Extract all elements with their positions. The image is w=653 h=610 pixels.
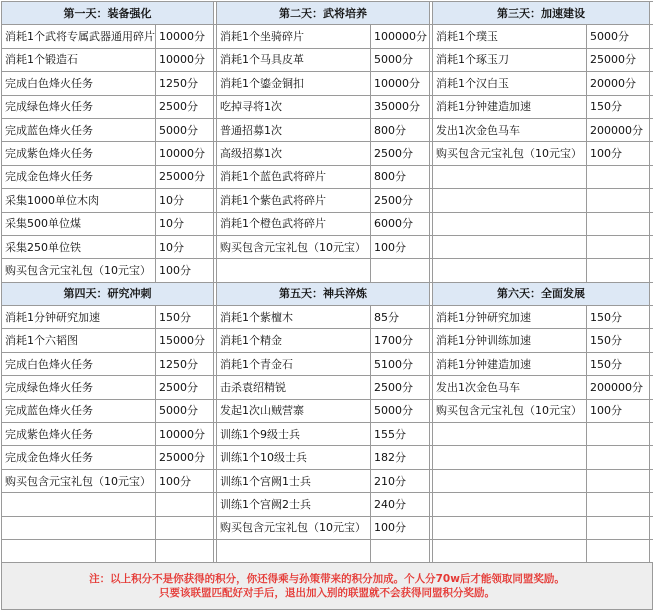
task-cell: 消耗1个紫檀木 (217, 306, 371, 329)
column-gap (650, 95, 653, 118)
points-cell: 10000分 (156, 142, 214, 165)
task-cell: 发出1次金色马车 (433, 118, 587, 141)
day-header-row (2, 282, 653, 305)
points-cell: 5000分 (371, 48, 430, 71)
points-cell: 5000分 (156, 399, 214, 422)
task-cell: 完成紫色烽火任务 (2, 142, 156, 165)
task-cell (433, 446, 587, 469)
points-cell: 100分 (587, 399, 650, 422)
task-cell: 完成白色烽火任务 (2, 352, 156, 375)
points-cell: 15000分 (156, 329, 214, 352)
task-cell (433, 493, 587, 516)
points-cell (587, 446, 650, 469)
points-cell: 150分 (587, 95, 650, 118)
table-body (2, 2, 653, 610)
column-gap (650, 48, 653, 71)
table-row (2, 516, 653, 539)
task-cell (433, 423, 587, 446)
task-cell: 完成金色烽火任务 (2, 446, 156, 469)
day-title: 第三天：加速建设 (433, 2, 650, 25)
points-cell: 182分 (371, 446, 430, 469)
points-cell (587, 165, 650, 188)
points-cell: 6000分 (371, 212, 430, 235)
task-cell: 消耗1个紫色武将碎片 (217, 189, 371, 212)
table-row (2, 259, 653, 282)
task-cell: 购买包含元宝礼包（10元宝） (217, 235, 371, 258)
task-cell: 消耗1个琢玉刀 (433, 48, 587, 71)
table-row (2, 352, 653, 375)
task-cell: 训练1个宫阙1士兵 (217, 469, 371, 492)
column-gap (650, 72, 653, 95)
task-cell: 高级招募1次 (217, 142, 371, 165)
table-row (2, 165, 653, 188)
task-cell: 完成蓝色烽火任务 (2, 118, 156, 141)
table-row (2, 376, 653, 399)
points-cell: 10000分 (156, 48, 214, 71)
points-cell: 100000分 (371, 25, 430, 48)
task-cell: 消耗1分钟训练加速 (433, 329, 587, 352)
task-cell (2, 493, 156, 516)
day-title: 第六天：全面发展 (433, 282, 650, 305)
points-cell (156, 516, 214, 539)
day-title: 第五天：神兵淬炼 (217, 282, 430, 305)
task-cell: 消耗1个精金 (217, 329, 371, 352)
table-row (2, 423, 653, 446)
column-gap (650, 142, 653, 165)
column-gap (650, 282, 653, 305)
table-row (2, 25, 653, 48)
points-cell: 2500分 (156, 376, 214, 399)
points-cell: 1250分 (156, 352, 214, 375)
task-cell: 消耗1个坐骑碎片 (217, 25, 371, 48)
task-cell: 消耗1分钟研究加速 (433, 306, 587, 329)
task-cell: 完成绿色烽火任务 (2, 376, 156, 399)
task-cell: 购买包含元宝礼包（10元宝） (217, 516, 371, 539)
task-cell: 消耗1个武将专属武器通用碎片 (2, 25, 156, 48)
task-cell: 完成紫色烽火任务 (2, 423, 156, 446)
points-cell: 2500分 (156, 95, 214, 118)
task-cell (433, 212, 587, 235)
table-row (2, 446, 653, 469)
day-header-row (2, 2, 653, 25)
points-cell (587, 235, 650, 258)
task-cell: 采集500单位煤 (2, 212, 156, 235)
points-cell: 25000分 (587, 48, 650, 71)
table-row (2, 329, 653, 352)
task-cell: 消耗1个璞玉 (433, 25, 587, 48)
points-cell: 10分 (156, 189, 214, 212)
table-row (2, 235, 653, 258)
column-gap (650, 306, 653, 329)
task-cell: 训练1个10级士兵 (217, 446, 371, 469)
points-cell: 35000分 (371, 95, 430, 118)
column-gap (650, 493, 653, 516)
points-cell (156, 493, 214, 516)
table-row (2, 118, 653, 141)
task-cell (433, 235, 587, 258)
column-gap (650, 329, 653, 352)
task-cell (433, 165, 587, 188)
column-gap (650, 469, 653, 492)
points-cell: 85分 (371, 306, 430, 329)
task-cell: 消耗1个鎏金铜扣 (217, 72, 371, 95)
column-gap (650, 446, 653, 469)
column-gap (650, 352, 653, 375)
table-row (2, 493, 653, 516)
points-cell: 100分 (156, 469, 214, 492)
note-cell (2, 563, 653, 610)
day-title: 第四天：研究冲刺 (2, 282, 214, 305)
note-row (2, 563, 653, 610)
points-cell (587, 189, 650, 212)
points-cell: 5000分 (587, 25, 650, 48)
task-cell: 采集250单位铁 (2, 235, 156, 258)
points-cell: 1700分 (371, 329, 430, 352)
task-cell: 完成蓝色烽火任务 (2, 399, 156, 422)
task-cell: 普通招募1次 (217, 118, 371, 141)
points-cell: 210分 (371, 469, 430, 492)
task-cell (433, 539, 587, 562)
day-title: 第二天：武将培养 (217, 2, 430, 25)
points-cell: 150分 (156, 306, 214, 329)
table-row (2, 212, 653, 235)
task-cell (217, 539, 371, 562)
points-cell: 240分 (371, 493, 430, 516)
column-gap (650, 189, 653, 212)
column-gap (650, 235, 653, 258)
task-cell: 消耗1分钟建造加速 (433, 352, 587, 375)
table-row (2, 399, 653, 422)
points-cell: 25000分 (156, 165, 214, 188)
task-cell (433, 189, 587, 212)
points-cell: 2500分 (371, 189, 430, 212)
column-gap (650, 165, 653, 188)
column-gap (650, 2, 653, 25)
column-gap (650, 25, 653, 48)
points-cell: 2500分 (371, 376, 430, 399)
points-cell: 25000分 (156, 446, 214, 469)
task-cell: 消耗1个青金石 (217, 352, 371, 375)
points-cell (587, 423, 650, 446)
table-row (2, 189, 653, 212)
task-cell (433, 516, 587, 539)
column-gap (650, 259, 653, 282)
points-cell: 5000分 (156, 118, 214, 141)
task-cell: 消耗1分钟研究加速 (2, 306, 156, 329)
task-cell: 消耗1个汉白玉 (433, 72, 587, 95)
points-cell: 800分 (371, 118, 430, 141)
points-cell: 10000分 (371, 72, 430, 95)
points-cell (587, 212, 650, 235)
points-cell: 10000分 (156, 423, 214, 446)
task-cell: 击杀袁绍精锐 (217, 376, 371, 399)
note-line-2: 只要该联盟匹配好对手后，退出加入别的联盟就不会获得同盟积分奖励。 (159, 587, 495, 600)
points-cell (587, 539, 650, 562)
points-cell: 100分 (371, 516, 430, 539)
task-cell: 购买包含元宝礼包（10元宝） (2, 259, 156, 282)
task-cell: 完成绿色烽火任务 (2, 95, 156, 118)
task-cell: 消耗1个蓝色武将碎片 (217, 165, 371, 188)
table-row (2, 48, 653, 71)
task-cell: 购买包含元宝礼包（10元宝） (433, 399, 587, 422)
points-table (1, 1, 653, 610)
task-cell: 吃掉寻将1次 (217, 95, 371, 118)
points-cell (587, 493, 650, 516)
task-cell (433, 259, 587, 282)
table-row (2, 142, 653, 165)
task-cell (217, 259, 371, 282)
task-cell: 训练1个宫阙2士兵 (217, 493, 371, 516)
column-gap (650, 399, 653, 422)
task-cell: 发出1次金色马车 (433, 376, 587, 399)
points-cell: 150分 (587, 306, 650, 329)
task-cell (2, 516, 156, 539)
points-cell: 200000分 (587, 376, 650, 399)
points-cell: 100分 (156, 259, 214, 282)
points-cell: 10分 (156, 235, 214, 258)
points-cell (587, 259, 650, 282)
points-cell (587, 469, 650, 492)
task-cell: 完成白色烽火任务 (2, 72, 156, 95)
task-cell: 消耗1个六韬图 (2, 329, 156, 352)
points-cell (156, 539, 214, 562)
points-cell: 20000分 (587, 72, 650, 95)
task-cell: 消耗1个锻造石 (2, 48, 156, 71)
column-gap (650, 376, 653, 399)
task-cell: 消耗1个马具皮革 (217, 48, 371, 71)
points-cell: 800分 (371, 165, 430, 188)
note-line-1: 注：以上积分不是你获得的积分，你还得乘与孙策带来的积分加成。个人分70w后才能领取同盟奖励。 (89, 573, 565, 586)
points-cell (371, 259, 430, 282)
points-cell: 150分 (587, 329, 650, 352)
task-cell: 消耗1分钟建造加速 (433, 95, 587, 118)
points-cell: 150分 (587, 352, 650, 375)
points-cell: 5100分 (371, 352, 430, 375)
table-row (2, 72, 653, 95)
column-gap (650, 516, 653, 539)
table-row (2, 306, 653, 329)
task-cell: 发起1次山贼营寨 (217, 399, 371, 422)
task-cell: 购买包含元宝礼包（10元宝） (433, 142, 587, 165)
points-cell: 155分 (371, 423, 430, 446)
table-row (2, 469, 653, 492)
table-row (2, 539, 653, 562)
points-cell: 100分 (371, 235, 430, 258)
points-cell: 10分 (156, 212, 214, 235)
task-cell: 训练1个9级士兵 (217, 423, 371, 446)
task-cell: 消耗1个橙色武将碎片 (217, 212, 371, 235)
points-cell: 10000分 (156, 25, 214, 48)
day-title: 第一天：装备强化 (2, 2, 214, 25)
table-row (2, 95, 653, 118)
task-cell (433, 469, 587, 492)
points-cell: 5000分 (371, 399, 430, 422)
task-cell: 购买包含元宝礼包（10元宝） (2, 469, 156, 492)
points-cell (587, 516, 650, 539)
task-cell: 完成金色烽火任务 (2, 165, 156, 188)
task-cell (2, 539, 156, 562)
points-cell: 1250分 (156, 72, 214, 95)
column-gap (650, 539, 653, 562)
points-cell: 200000分 (587, 118, 650, 141)
column-gap (650, 212, 653, 235)
column-gap (650, 118, 653, 141)
points-cell: 100分 (587, 142, 650, 165)
task-cell: 采集1000单位木肉 (2, 189, 156, 212)
points-cell (371, 539, 430, 562)
column-gap (650, 423, 653, 446)
points-cell: 2500分 (371, 142, 430, 165)
